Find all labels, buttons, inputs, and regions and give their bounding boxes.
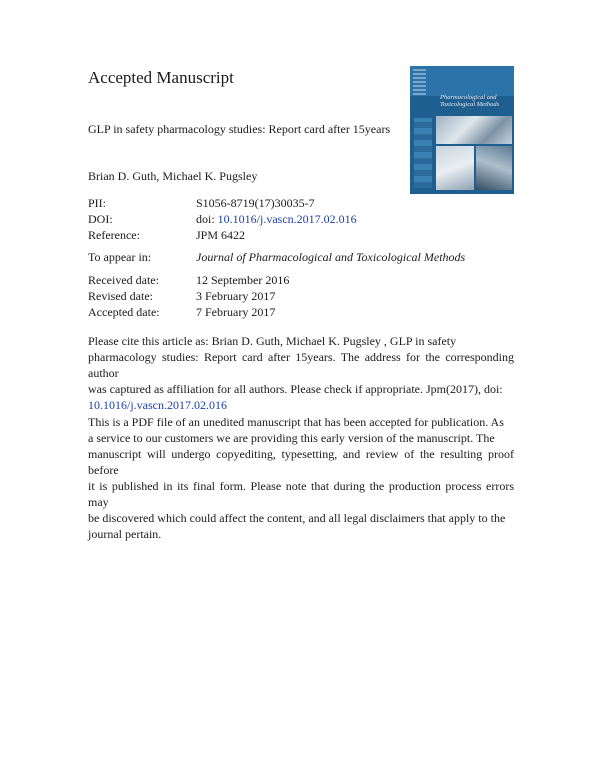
notice-line-4: it is published in its final form. Please note that during the production process errors may [88, 479, 514, 509]
journal-name: Journal of Pharmacological and Toxicological Methods [196, 250, 466, 264]
doi-link[interactable]: 10.1016/j.vascn.2017.02.016 [217, 212, 357, 226]
revised-label: Revised date: [88, 289, 153, 303]
revised-value: 3 February 2017 [196, 289, 276, 303]
publisher-logo-icon [413, 69, 426, 95]
notice-line-1: This is a PDF file of an unedited manuscript that has been accepted for publication. As [88, 415, 504, 429]
reference-value: JPM 6422 [196, 228, 246, 242]
cover-photo-1 [436, 116, 512, 144]
doi-value [196, 212, 357, 227]
notice-paragraph [88, 414, 514, 542]
citation-paragraph [88, 333, 514, 413]
pii-value: S1056-8719(17)30035-7 [196, 196, 315, 210]
received-label: Received date: [88, 273, 159, 287]
received-value: 12 September 2016 [196, 273, 290, 287]
notice-line-6: journal pertain. [88, 527, 162, 541]
notice-line-2: a service to our customers we are providing this early version of the manuscript. The [88, 431, 495, 445]
reference-label: Reference: [88, 228, 140, 242]
page-heading: Accepted Manuscript [88, 68, 234, 87]
citation-line-2: pharmacology studies: Report card after 15years. The address for the corresponding author [88, 350, 514, 380]
citation-doi-link[interactable]: 10.1016/j.vascn.2017.02.016 [88, 398, 227, 412]
article-title: GLP in safety pharmacology studies: Report card after 15years [88, 122, 391, 136]
appear-label: To appear in: [88, 250, 152, 264]
pii-label: PII: [88, 196, 106, 210]
doi-prefix: doi: [196, 212, 215, 226]
journal-cover-image [410, 66, 514, 194]
article-authors: Brian D. Guth, Michael K. Pugsley [88, 169, 258, 183]
citation-line-3: was captured as affiliation for all authors. Please check if appropriate. Jpm(2017), doi: [88, 382, 503, 396]
cover-photo-2 [436, 146, 474, 190]
cover-photo-3 [476, 146, 512, 190]
cover-strip [414, 118, 432, 188]
notice-line-5: be discovered which could affect the content, and all legal disclaimers that apply to the [88, 511, 506, 525]
accepted-label: Accepted date: [88, 305, 160, 319]
citation-line-1: Please cite this article as: Brian D. Guth, Michael K. Pugsley , GLP in safety [88, 334, 457, 348]
doi-label: DOI: [88, 212, 113, 226]
accepted-value: 7 February 2017 [196, 305, 276, 319]
cover-journal-name: Pharmacological and Toxicological Methods [440, 94, 500, 108]
notice-line-3: manuscript will undergo copyediting, typesetting, and review of the resulting proof before [88, 447, 514, 477]
